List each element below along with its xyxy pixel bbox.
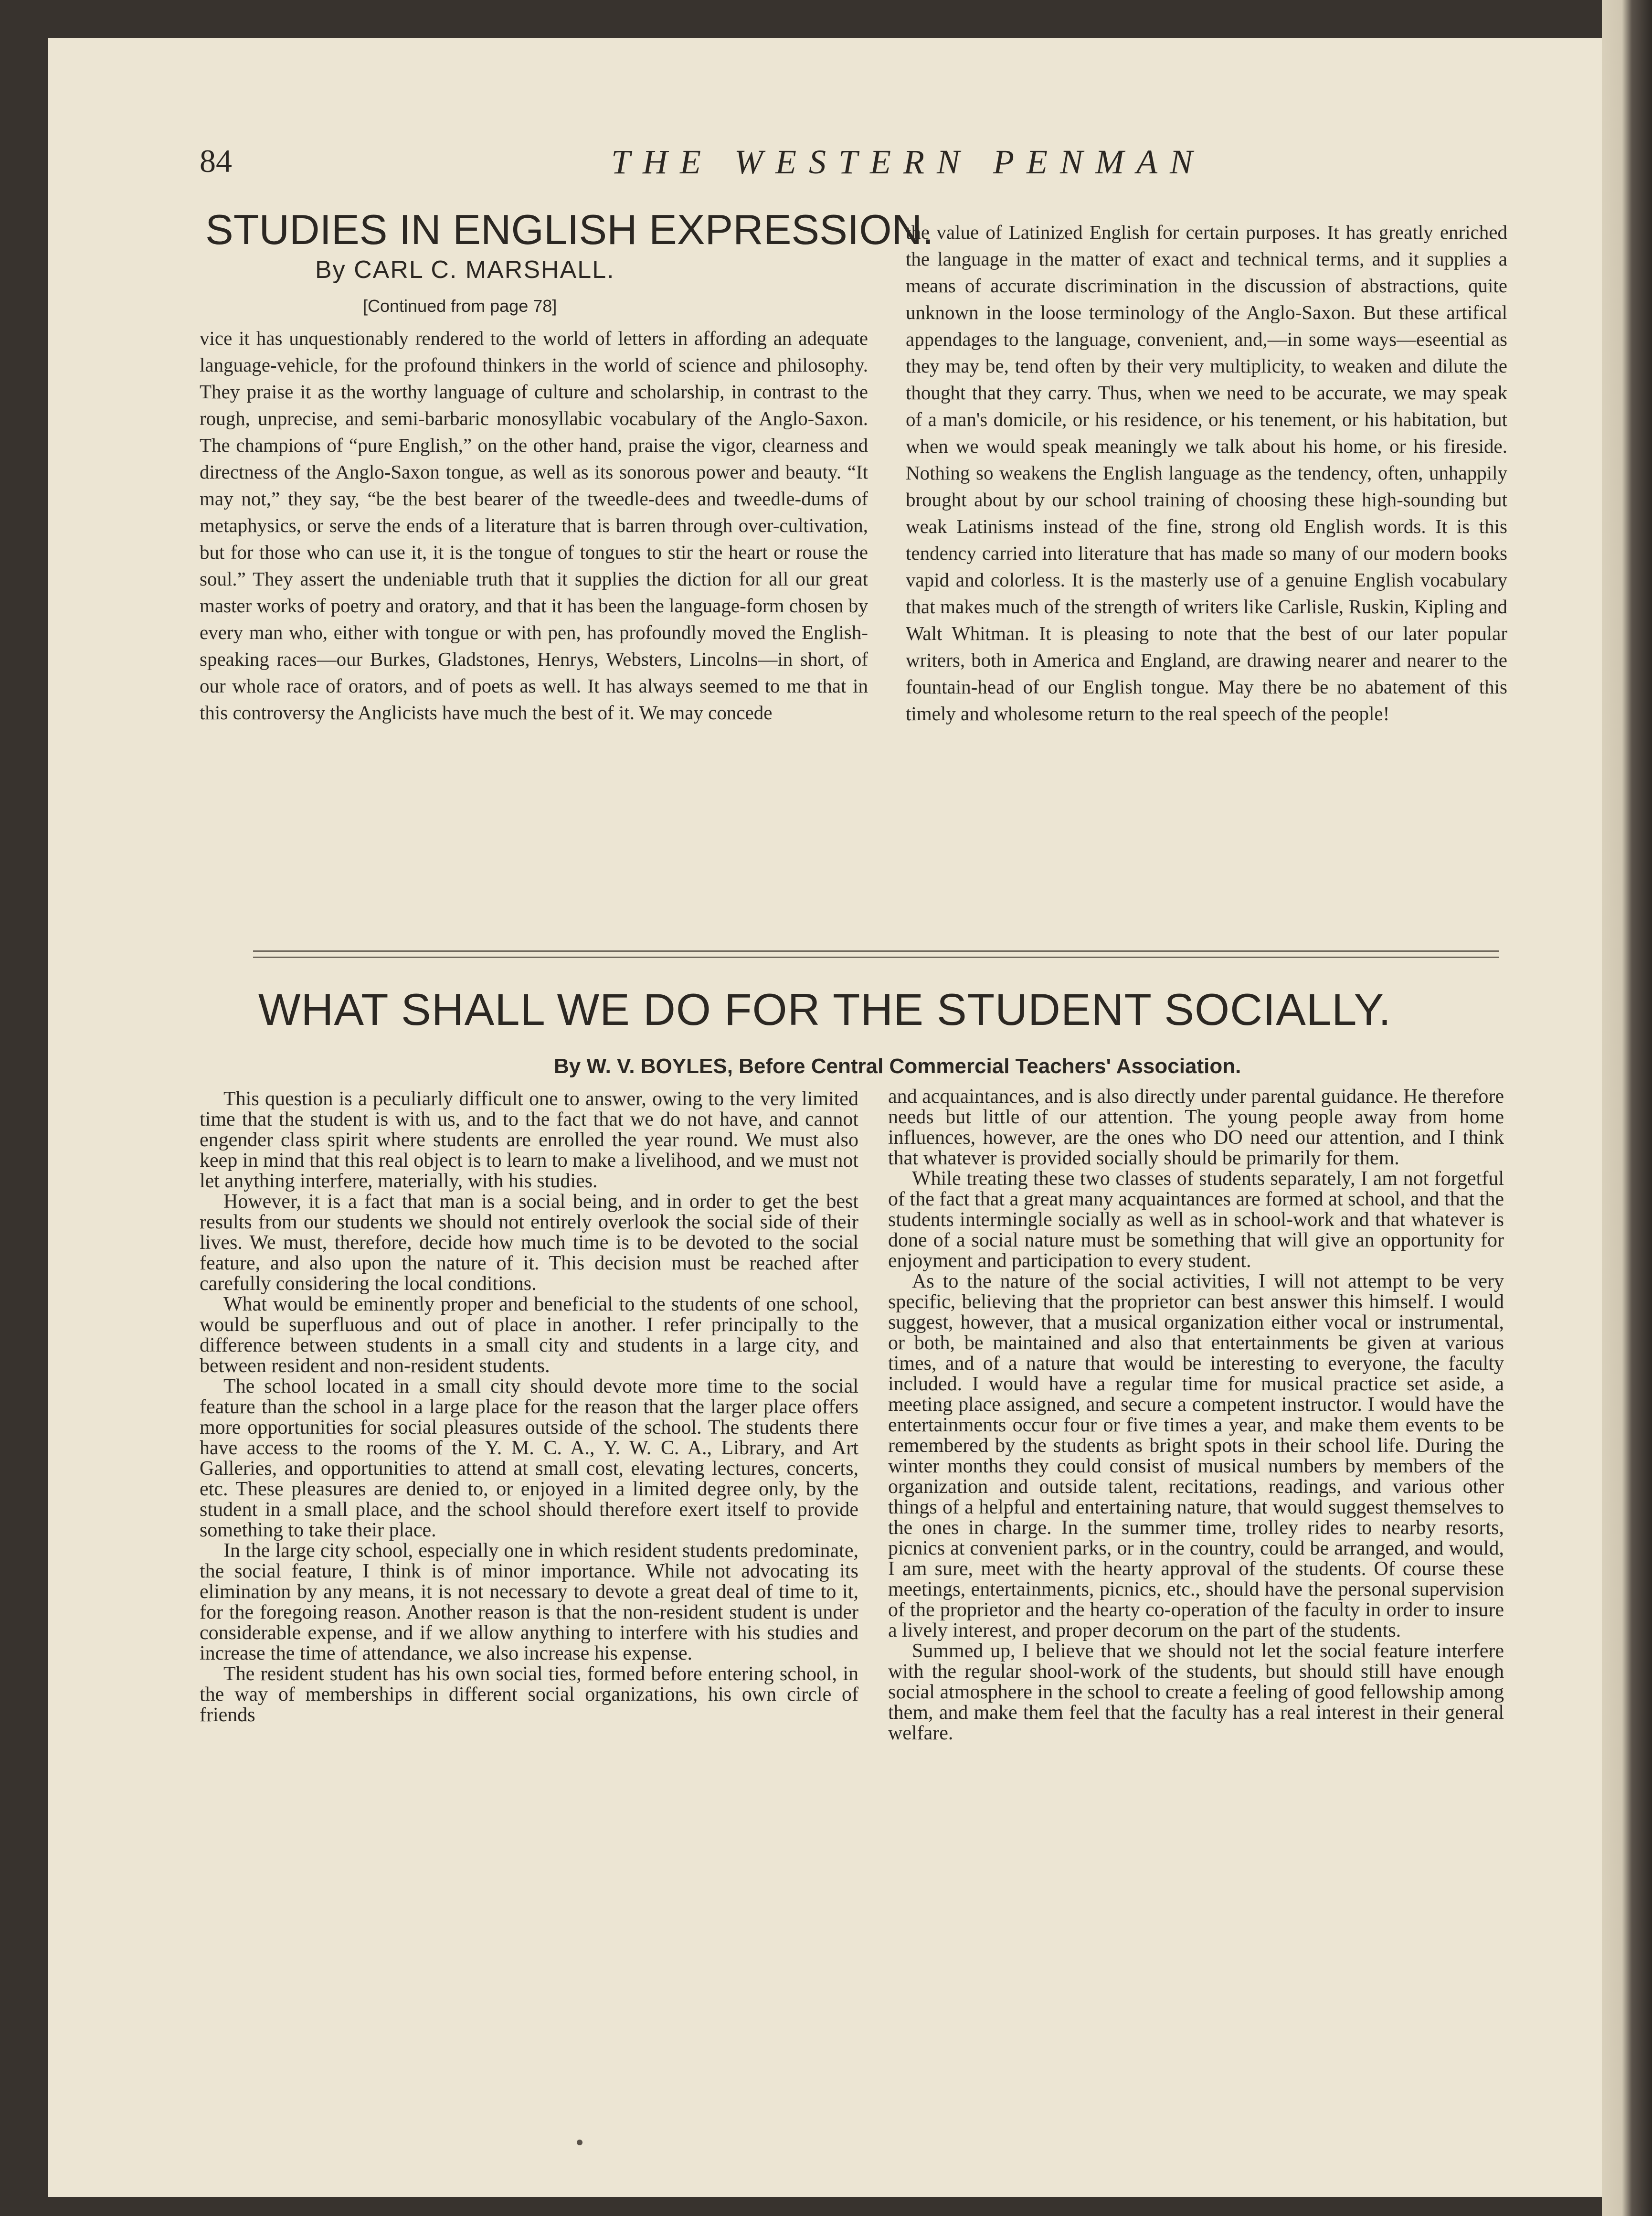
article2-byline: By W. V. BOYLES, Before Central Commercial Teachers' Association. <box>554 1055 1241 1078</box>
article1-column-left: vice it has unquestionably rendered to the world of letters in affording an adequate language-vehicle, for the profound thinkers in the world of science and philosophy. They praise it as the worthy language of culture and scholarship, in contrast to the rough, unprecise, and semi-barbaric monosyllabic vocabulary of the Anglo-Saxon. The champions of “pure English,” on the other hand, praise the vigor, clearness and directness of the Anglo-Saxon tongue, as well as its sonorous power and beauty. “It may not,” they say, “be the best bearer of the tweedle-dees and tweedle-dums of metaphysics, or serve the ends of a literature that is barren through over-cultivation, but for those who can use it, it is the tongue of tongues to stir the heart or rouse the soul.” They assert the undeniable truth that it supplies the diction for all our great master works of poetry and oratory, and that it has been the language-form chosen by every man who, either with tongue or with pen, has profoundly moved the English-speaking races—our Burkes, Gladstones, Henrys, Websters, Lincolns—in short, of our whole race of orators, and of poets as well. It has always seemed to me that in this controversy the Anglicists have much the best of it. We may concede <box>200 327 868 724</box>
book-edge <box>1602 0 1652 2216</box>
paragraph: In the large city school, especially one in which resident students predominate, the social feature, I think is of minor importance. While not advocating its elimination by any means, it is not necessary to devote a great deal of time to it, for the foregoing reason. Another reason is that the non-resident student is under considerable expense, and if we allow anything to interfere with his studies and increase the time of attendance, we also increase his expense. <box>200 1540 858 1664</box>
paragraph: While treating these two classes of students separately, I am not forgetful of the fact that a great many acquaintances are formed at school, and that the students intermingle socially as well as in school-work and that whatever is done of a social nature must be something that will give an opportunity for enjoyment and participation to every student. <box>888 1168 1504 1272</box>
article2-column-left <box>200 1089 858 1726</box>
paragraph: and acquaintances, and is also directly under parental guidance. He therefore needs but little of our attention. The young people away from home influences, however, are the ones who DO need our attention, and I think that whatever is provided socially should be primarily for them. <box>888 1086 1504 1169</box>
article1-title: STUDIES IN ENGLISH EXPRESSION. <box>205 206 934 253</box>
paragraph: As to the nature of the social activities, I will not attempt to be very specific, believing that the proprietor can best answer this himself. I would suggest, however, that a musical organization either vocal or instrumental, or both, be maintained and also that entertainments be given at various times, and of a nature that would be interesting to everyone, the faculty included. I would have a regular time for musical practice set aside, a meeting place assigned, and secure a competent instructor. I would have the entertainments occur four or five times a year, and make them events to be remembered by the students as bright spots in their school life. During the winter months they could consist of musical numbers by members of the organization and outside talent, recitations, readings, and various other things of a helpful and entertaining nature, that would suggest themselves to the ones in charge. In the summer time, trolley rides to nearby resorts, picnics at convenient parks, or in the country, could be arranged, and would, I am sure, meet with the hearty approval of the students. Of course these meetings, entertainments, picnics, etc., should have the personal supervision of the proprietor and the hearty co-operation of the faculty in order to insure a lively interest, and proper decorum on the part of the students. <box>888 1270 1504 1641</box>
journal-title: THE WESTERN PENMAN <box>611 143 1205 181</box>
magazine-page <box>48 38 1602 2197</box>
article2-title: WHAT SHALL WE DO FOR THE STUDENT SOCIALLY. <box>258 984 1392 1034</box>
page-mark <box>577 2140 582 2145</box>
article1-continued-note: [Continued from page 78] <box>363 296 557 316</box>
section-divider <box>253 950 1499 958</box>
paragraph: The school located in a small city should devote more time to the social feature than the school in a large place for the reason that the larger place offers more opportunities for social pleasures outside of the school. The students there have access to the rooms of the Y. M. C. A., Y. W. C. A., Library, and Art Galleries, and opportunities to attend at small cost, elevating lectures, concerts, etc. These pleasures are denied to, or enjoyed in a limited degree only, by the student in a small place, and the school should therefore exert itself to provide something to take their place. <box>200 1375 858 1541</box>
paragraph: This question is a peculiarly difficult one to answer, owing to the very limited time that the student is with us, and to the fact that we do not have, and cannot engender class spirit where students are enrolled the year round. We must also keep in mind that this real object is to learn to make a livelihood, and we must not let anything interfere, materially, with his studies. <box>200 1088 858 1192</box>
page-number: 84 <box>200 143 232 179</box>
paragraph: The resident student has his own social ties, formed before entering school, in the way of memberships in different social organizations, his own circle of friends <box>200 1663 858 1726</box>
paragraph: However, it is a fact that man is a social being, and in order to get the best results from our students we should not entirely overlook the social side of their lives. We must, therefore, decide how much time is to be devoted to the social feature, and also upon the nature of it. This decision must be reached after carefully considering the local conditions. <box>200 1191 858 1295</box>
paragraph: What would be eminently proper and beneficial to the students of one school, would be superfluous and out of place in another. I refer principally to the difference between students in a small city and students in a large city, and between resident and non-resident students. <box>200 1293 858 1377</box>
paragraph: Summed up, I believe that we should not let the social feature interfere with the regular shool-work of the students, but should still have enough social atmosphere in the school to create a feeling of good fellowship among them, and make them feel that the faculty has a real interest in their general welfare. <box>888 1640 1504 1744</box>
article2-column-right <box>888 1087 1504 1744</box>
article1-byline: By CARL C. MARSHALL. <box>315 256 615 284</box>
article1-column-right: the value of Latinized English for certain purposes. It has greatly enriched the language in the matter of exact and technical terms, and it supplies a means of accurate discrimination in the discussion of abstractions, quite unknown in the loose terminology of the Anglo-Saxon. But these artifical appendages to the language, convenient, and,—in some ways—eseential as they may be, tend often by their very multiplicity, to weaken and dilute the thought that they carry. Thus, when we need to be accurate, we may speak of a man's domicile, or his residence, or his tenement, or his habitation, but when we would speak meaningly we talk about his home, or his fireside. Nothing so weakens the English language as the tendency, often, unhappily brought about by our school training of choosing these high-sounding but weak Latinisms instead of the fine, strong old English words. It is this tendency carried into literature that has made so many of our modern books vapid and colorless. It is the masterly use of a genuine English vocabulary that makes much of the strength of writers like Carlisle, Ruskin, Kipling and Walt Whitman. It is pleasing to note that the best of our later popular writers, both in America and England, are drawing nearer and nearer to the fountain-head of our English tongue. May there be no abatement of this timely and wholesome return to the real speech of the people! <box>906 221 1507 724</box>
